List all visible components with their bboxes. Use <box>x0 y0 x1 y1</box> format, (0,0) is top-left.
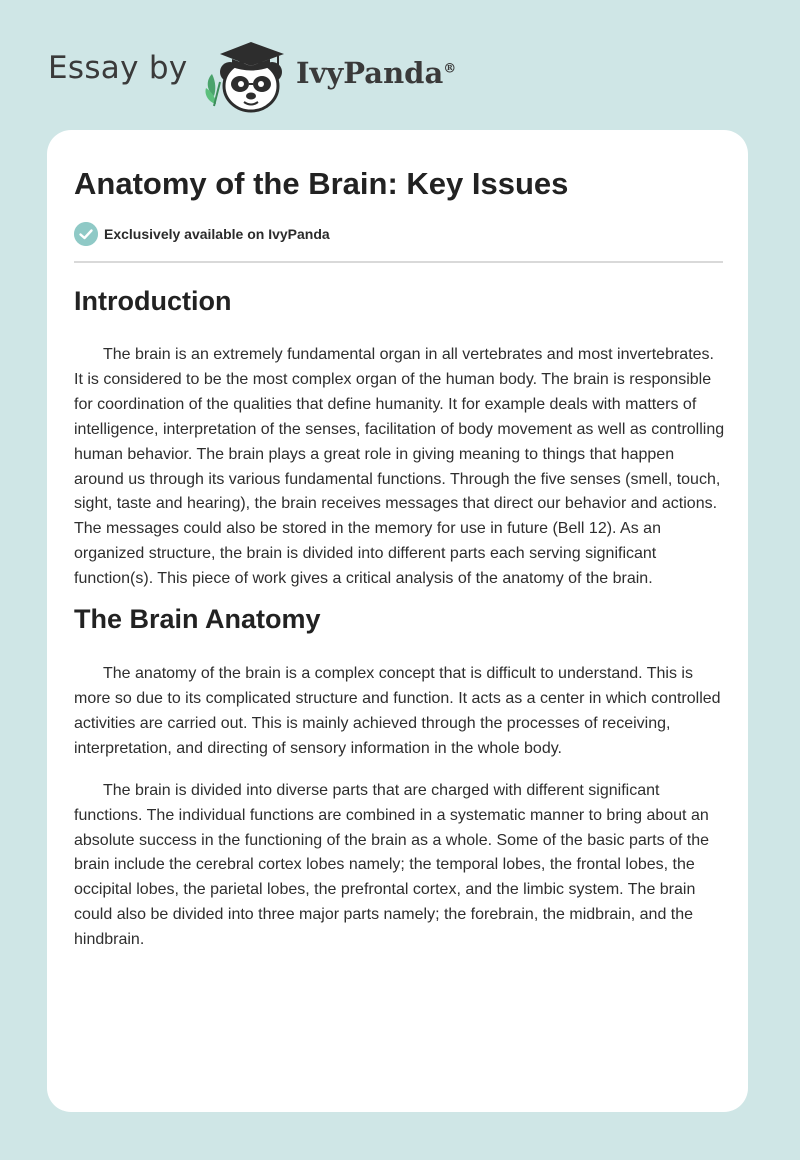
paragraph-brain-anatomy-1: The anatomy of the brain is a complex concept that is difficult to understand. This is more so due to its complicated structure and function. It acts as a center in which controlled activities are carried out. This is mainly achieved through the processes of receiving, interpretation, and directing of sensory information in the whole body. <box>74 665 721 757</box>
brand-name[interactable] <box>296 56 456 90</box>
exclusive-badge <box>74 222 330 246</box>
check-circle-icon <box>74 222 98 246</box>
essay-content <box>74 280 726 953</box>
page-title: Anatomy of the Brain: Key Issues <box>74 166 569 201</box>
section-heading-brain-anatomy: The Brain Anatomy <box>74 604 321 635</box>
section-heading-introduction: Introduction <box>74 286 232 316</box>
brand-name-text: IvyPanda <box>296 56 444 90</box>
exclusive-badge-text: Exclusively available on IvyPanda <box>104 226 330 242</box>
essay-by-label: Essay by <box>48 50 188 86</box>
essay-card <box>47 130 748 1112</box>
site-header <box>48 28 748 118</box>
title-divider <box>74 261 723 263</box>
paragraph-brain-anatomy-2: The brain is divided into diverse parts that are charged with different significant functions. The individual functions are combined in a systematic manner to bring about an absolute success in the functioning of the brain as a whole. Some of the basic parts of the brain include the cerebral cortex lobes namely; the temporal lobes, the frontal lobes, the occipital lobes, the parietal lobes, the prefrontal cortex, and the limbic system. The brain could also be divided into three major parts namely; the forebrain, the midbrain, and the hindbrain. <box>74 781 710 949</box>
registered-mark: ® <box>443 61 457 77</box>
paragraph-introduction: The brain is an extremely fundamental organ in all vertebrates and most invertebrates. It is considered to be the most complex organ of the human body. The brain is responsible for coordination of the qualities that define humanity. It for example deals with matters of intelligence, interpretation of the senses, facilitation of body movement as well as controlling human behavior. The brain plays a great role in giving meaning to things that happen around us through its various fundamental functions. Through the five senses (smell, touch, sight, taste and hearing), the brain receives messages that direct our behavior and actions. The messages could also be stored in the memory for use in future (Bell 12). As an organized structure, the brain is divided into different parts each serving significant function(s). This piece of work gives a critical analysis of the anatomy of the brain. <box>74 346 725 588</box>
panda-logo-icon[interactable] <box>200 34 290 114</box>
